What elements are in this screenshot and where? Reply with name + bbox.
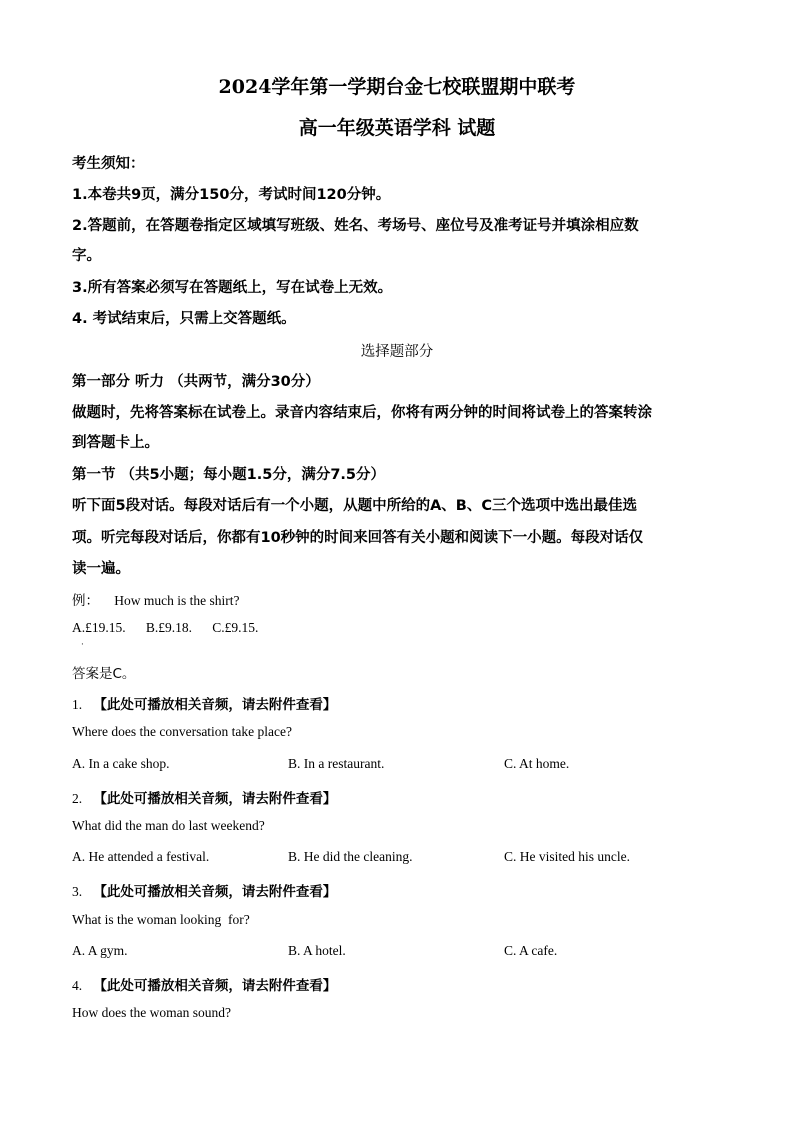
question-2-option-b: B. He did the cleaning. [288,849,413,864]
notice-item-2-cont: 字。 [72,248,101,264]
notice-item-1: 1.本卷共9页，满分150分，考试时间120分钟。 [72,187,391,203]
audio-placeholder: 【此处可播放相关音频，请去附件查看】 [93,697,337,713]
example-answer: 答案是C。 [72,666,136,682]
question-1-option-a: A. In a cake shop. [72,756,170,771]
example-label: 例： [72,593,99,609]
question-2-audio [72,787,732,807]
question-1-number: 1. [72,697,83,712]
question-3-option-c: C. A cafe. [504,943,558,958]
example-options: A.£19.15. B.£9.18. C.£9.15. [72,620,259,635]
question-2-number: 2. [72,791,83,806]
audio-placeholder: 【此处可播放相关音频，请去附件查看】 [93,884,337,900]
notice-item-2: 2.答题前，在答题卷指定区域填写班级、姓名、考场号、座位号及准考证号并填涂相应数 [72,218,639,234]
part1-desc-2: 到答题卡上。 [72,435,159,451]
question-4-audio [72,974,732,994]
part1-desc-1: 做题时，先将答案标在试卷上。录音内容结束后，你将有两分钟的时间将试卷上的答案转涂 [72,405,652,421]
question-3-audio [72,880,732,900]
question-3-text: What is the woman looking for? [72,912,250,927]
notice-heading: 考生须知： [72,156,145,172]
question-3-option-b: B. A hotel. [288,943,346,958]
question-2-option-c: C. He visited his uncle. [504,849,630,864]
notice-item-4: 4. 考试结束后，只需上交答题纸。 [72,311,296,327]
exam-subtitle: 高一年级英语学科 试题 [298,117,496,139]
decorative-dot: · [81,640,84,650]
question-4-text: How does the woman sound? [72,1005,231,1020]
audio-placeholder: 【此处可播放相关音频，请去附件查看】 [93,978,337,994]
question-3-option-a: A. A gym. [72,943,128,958]
question-2-text: What did the man do last weekend? [72,818,265,833]
question-1-option-b: B. In a restaurant. [288,756,385,771]
sec1-heading: 第一节 （共5小题；每小题1.5分，满分7.5分） [72,467,386,483]
audio-placeholder: 【此处可播放相关音频，请去附件查看】 [93,791,337,807]
question-1-audio [72,693,732,713]
example-question: How much is the shirt? [114,593,240,608]
exam-title: 2024学年第一学期台金七校联盟期中联考 [218,76,576,98]
question-3-number: 3. [72,884,83,899]
example-line [72,589,732,609]
sec1-desc-2: 项。听完每段对话后，你都有10秒钟的时间来回答有关小题和阅读下一小题。每段对话仅 [72,530,644,546]
notice-item-3: 3.所有答案必须写在答题纸上，写在试卷上无效。 [72,280,393,296]
section-title: 选择题部分 [360,344,434,360]
question-1-text: Where does the conversation take place? [72,724,293,739]
question-1-option-c: C. At home. [504,756,570,771]
question-2-option-a: A. He attended a festival. [72,849,210,864]
sec1-desc-1: 听下面5段对话。每段对话后有一个小题，从题中所给的A、B、C三个选项中选出最佳选 [72,498,638,514]
question-4-number: 4. [72,978,83,993]
part1-heading: 第一部分 听力 （共两节，满分30分） [72,374,320,390]
sec1-desc-3: 读一遍。 [72,561,130,577]
